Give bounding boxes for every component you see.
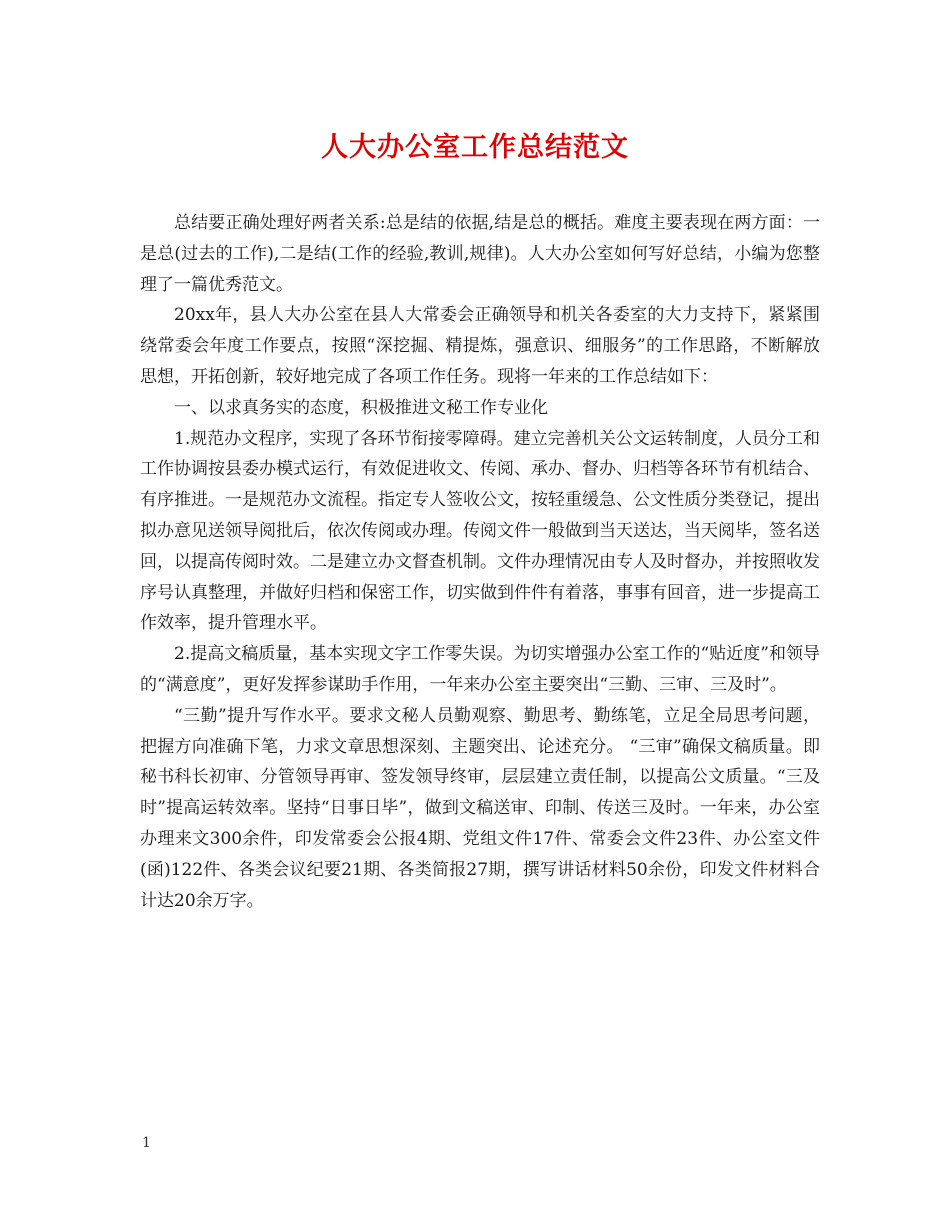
paragraph-item-2: 2.提高文稿质量，基本实现文字工作零失误。为切实增强办公室工作的“贴近度”和领导的“满意度”，更好发挥参谋助手作用，一年来办公室主要突出“三勤、三审、三及时”。 — [140, 644, 820, 695]
page-number: 1 — [142, 1135, 151, 1151]
paragraph-intro: 总结要正确处理好两者关系:总是结的依据,结是总的概括。难度主要表现在两方面：一是总(过去的工作),二是结(工作的经验,教训,规律)。人大办公室如何写好总结，小编为您整理了一篇优秀范文。 — [140, 213, 820, 295]
paragraph-item-1: 1.规范办文程序，实现了各环节衔接零障碍。建立完善机关公文运转制度，人员分工和工作协调按县委办模式运行，有效促进收文、传阅、承办、督办、归档等各环节有机结合、有序推进。一是规范办文流程。指定专人签收公文，按轻重缓急、公文性质分类登记，提出拟办意见送领导阅批后，依次传阅或办理。传阅文件一般做到当天送达，当天阅毕，签名送回，以提高传阅时效。二是建立办文督查机制。文件办理情况由专人及时督办，并按照收发序号认真整理，并做好归档和保密工作，切实做到件件有着落，事事有回音，进一步提高工作效率，提升管理水平。 — [140, 428, 820, 634]
document-body — [140, 208, 820, 916]
paragraph-three-points: “三勤”提升写作水平。要求文秘人员勤观察、勤思考、勤练笔，立足全局思考问题，把握方向准确下笔，力求文章思想深刻、主题突出、论述充分。 “三审”确保文稿质量。即秘书科长初审、分管领导再审、签发领导终审，层层建立责任制，以提高公文质量。“三及时”提高运转效率。坚持“日事日毕”，做到文稿送审、印制、传送三及时。一年来，办公室办理来文300余件，印发常委会公报4期、党组文件17件、常委会文件23件、办公室文件(函)122件、各类会议纪要21期、各类简报27期，撰写讲话材料50余份，印发文件材料合计达20余万字。 — [140, 705, 820, 911]
document-title: 人大办公室工作总结范文 — [321, 132, 629, 163]
section-heading-1: 一、以求真务实的态度，积极推进文秘工作专业化 — [174, 397, 548, 418]
paragraph-overview: 20xx年，县人大办公室在县人大常委会正确领导和机关各委室的大力支持下，紧紧围绕常委会年度工作要点，按照“深挖掘、精提炼，强意识、细服务”的工作思路，不断解放思想，开拓创新，较好地完成了各项工作任务。现将一年来的工作总结如下： — [140, 305, 820, 387]
